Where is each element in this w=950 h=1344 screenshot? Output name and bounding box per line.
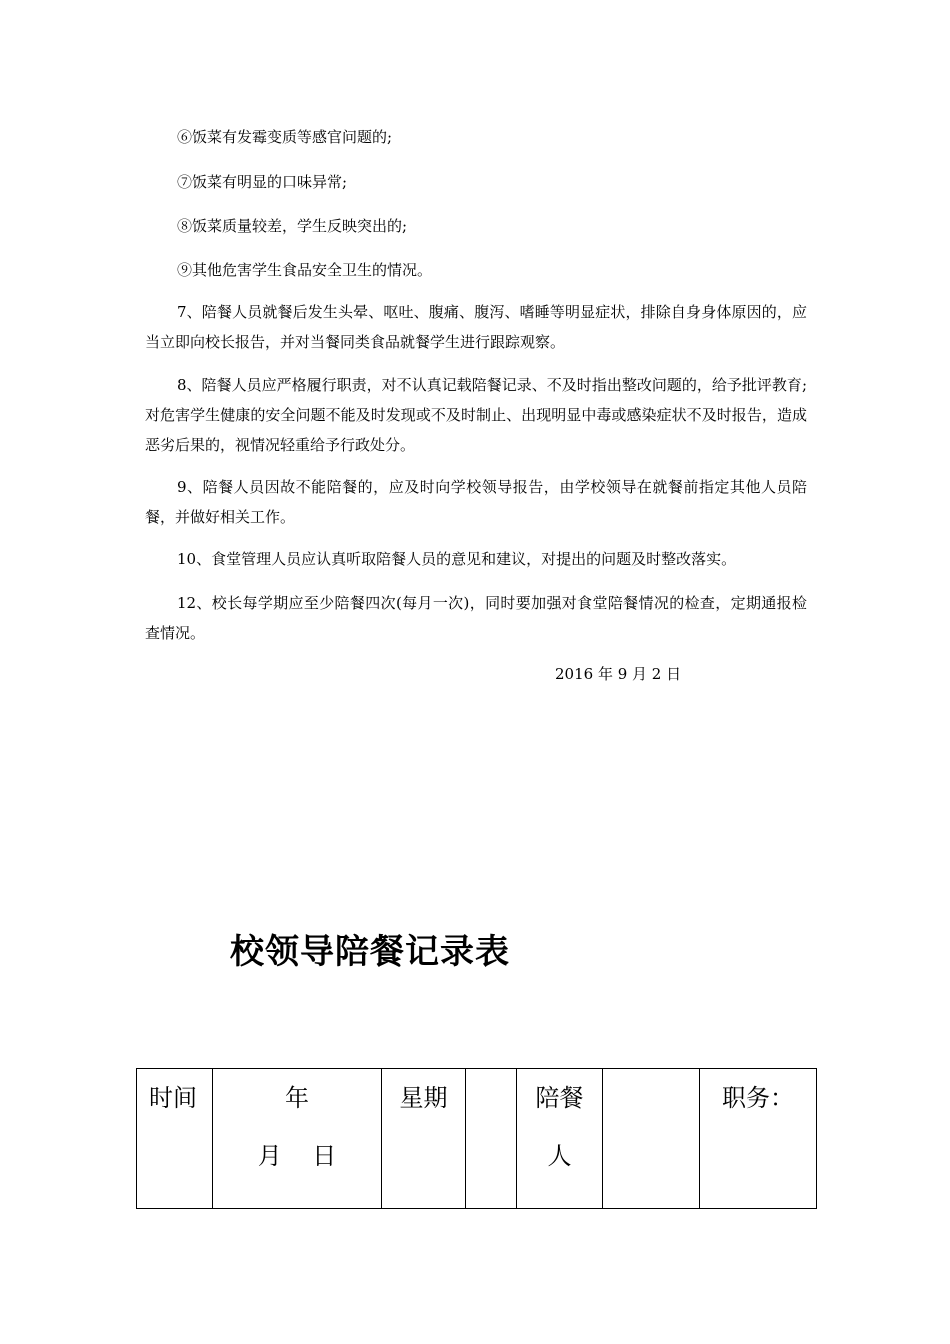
companion-label-line1: 陪餐: [535, 1084, 584, 1112]
paragraph-rule-8: 8、陪餐人员应严格履行职责，对不认真记载陪餐记录、不及时指出整改问题的，给予批评教育;对危害学生健康的安全问题不能及时发现或不及时制止、出现明显中毒或感染症状不及时报告，造成恶劣后果的，视情况轻重给予行政处分。: [145, 376, 807, 454]
year-label: 年: [285, 1084, 309, 1112]
weekday-label: 星期: [399, 1084, 448, 1112]
table-title: 校领导陪餐记录表: [230, 932, 510, 972]
paragraph-item-6: ⑥饭菜有发霉变质等感官问题的;: [177, 128, 393, 146]
month-day-label: 月 日: [257, 1142, 337, 1170]
paragraph-rule-12: 12、校长每学期应至少陪餐四次(每月一次)，同时要加强对食堂陪餐情况的检查，定期通报检查情况。: [145, 594, 807, 642]
paragraph-rule-9: 9、陪餐人员因故不能陪餐的，应及时向学校领导报告，由学校领导在就餐前指定其他人员陪餐，并做好相关工作。: [145, 478, 807, 526]
position-label: 职务：: [722, 1084, 794, 1112]
time-label: 时间: [149, 1084, 197, 1112]
weekday-label-cell: [382, 1069, 466, 1209]
companion-label-cell: [517, 1069, 603, 1209]
paragraph-item-8: ⑧饭菜质量较差，学生反映突出的;: [177, 217, 408, 235]
companion-value: [603, 1069, 699, 1083]
weekday-value: [466, 1069, 516, 1083]
meal-record-table: [136, 1068, 817, 1209]
paragraph-item-9: ⑨其他危害学生食品安全卫生的情况。: [177, 261, 433, 279]
paragraph-rule-10: 10、食堂管理人员应认真听取陪餐人员的意见和建议，对提出的问题及时整改落实。: [177, 550, 737, 568]
companion-label-line2: 人: [547, 1142, 572, 1170]
date-input-cell[interactable]: [213, 1069, 382, 1209]
document-date: 2016 年 9 月 2 日: [555, 665, 682, 683]
paragraph-rule-7: 7、陪餐人员就餐后发生头晕、呕吐、腹痛、腹泻、嗜睡等明显症状，排除自身身体原因的，应当立即向校长报告，并对当餐同类食品就餐学生进行跟踪观察。: [145, 303, 807, 351]
position-cell[interactable]: [700, 1069, 817, 1209]
time-label-cell: [137, 1069, 213, 1209]
weekday-value-cell[interactable]: [466, 1069, 517, 1209]
companion-value-cell[interactable]: [603, 1069, 700, 1209]
paragraph-item-7: ⑦饭菜有明显的口味异常;: [177, 173, 348, 191]
table-row: [137, 1069, 817, 1209]
